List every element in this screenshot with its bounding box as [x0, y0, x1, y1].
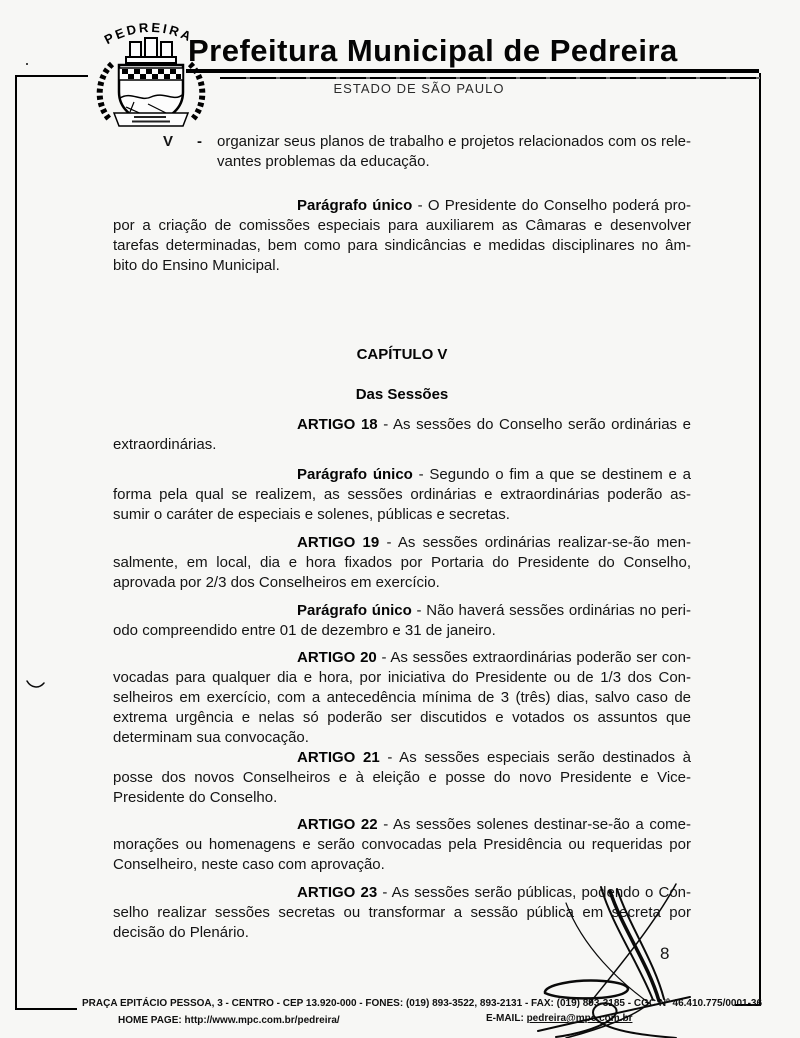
margin-pen-mark — [27, 681, 44, 687]
text-line: determinam sua convocação. — [113, 729, 309, 746]
text-line: selheiros em exercício, com a antecedência mínima de 3 (três) dias, salvo caso de — [113, 689, 691, 706]
text-line: sumir o caráter de especiais e solenes, públicas e secretas. — [113, 506, 510, 523]
paragraph-lead: Parágrafo único — [297, 602, 412, 619]
paragraph-lead: ARTIGO 19 — [297, 534, 380, 551]
document-body — [113, 132, 691, 943]
text-line: bito do Ensino Municipal. — [113, 257, 280, 274]
header-rule — [220, 77, 760, 79]
text-line: Parágrafo único - Segundo o fim a que se destinem e a — [297, 466, 691, 483]
paragraph-lead: Parágrafo único — [297, 466, 413, 483]
paragraph — [113, 648, 691, 748]
paragraph-lead: ARTIGO 21 — [297, 749, 380, 766]
footer-homepage — [118, 1015, 340, 1026]
section-heading: Das Sessões — [355, 386, 449, 403]
page-border-top — [15, 75, 88, 77]
footer-email — [486, 1013, 632, 1024]
text-line: por a criação de comissões especiais para auxiliarem as Câmaras e desenvolver — [113, 217, 691, 234]
text-line: selho realizar sessões secretas ou transformar a sessão pública em secreta por — [113, 904, 691, 921]
paragraph — [113, 533, 691, 593]
paragraph-lead: Parágrafo único — [297, 197, 413, 214]
logo-text: PEDREIRA — [101, 19, 196, 48]
paragraph — [113, 815, 691, 875]
text-line: organizar seus planos de trabalho e projetos relacionados com os rele- — [217, 133, 691, 150]
text-line: extrema urgência e nelas só poderão ser discutidos e votados os assuntos que — [113, 709, 691, 726]
section-heading: CAPÍTULO V — [356, 346, 448, 363]
text-line: Presidente do Conselho. — [113, 789, 278, 806]
page-border-bottom-left — [15, 1008, 77, 1010]
paragraph — [113, 196, 691, 276]
text-line: vocadas para qualquer dia e hora, por iniciativa do Presidente ou de 1/3 dos Con- — [113, 669, 691, 686]
footer-address-line: PRAÇA EPITÁCIO PESSOA, 3 - CENTRO - CEP 13.920-000 - FONES: (019) 893-3522, 893-2131 - FAX: (019) 893-3185 - CGC Nº 46.410.775/0001-36 — [82, 998, 763, 1009]
title-underline — [186, 69, 759, 73]
footer-email-address: pedreira@mpc.com.br — [526, 1013, 633, 1024]
paragraph — [113, 601, 691, 641]
text-line: salmente, em local, dia e hora fixados por Portaria do Presidente do Conselho, — [113, 554, 691, 571]
text-line: ARTIGO 21 - As sessões especiais serão destinados à — [297, 749, 691, 766]
text-line: vantes problemas da educação. — [217, 153, 430, 170]
text-line: posse dos novos Conselheiros e à eleição e posse do novo Presidente e Vice- — [113, 769, 691, 786]
paragraph — [113, 748, 691, 808]
page-subtitle: ESTADO DE SÃO PAULO — [333, 81, 505, 96]
text-line: ARTIGO 19 - As sessões ordinárias realizar-se-ão men- — [297, 534, 691, 551]
footer-homepage-label: HOME PAGE: — [118, 1015, 182, 1026]
text-line: forma pela qual se realizem, as sessões ordinárias e extraordinárias poderão as- — [113, 486, 691, 503]
text-line: aprovada por 2/3 dos Conselheiros em exercício. — [113, 574, 440, 591]
text-line: morações ou homenagens e serão convocadas pela Presidência ou requeridas por — [113, 836, 691, 853]
text-line: ARTIGO 20 - As sessões extraordinárias poderão ser con- — [297, 649, 691, 666]
paragraph-lead: ARTIGO 18 — [297, 416, 378, 433]
list-item — [113, 132, 691, 172]
text-line: ARTIGO 22 - As sessões solenes destinar-se-ão a come- — [297, 816, 691, 833]
text-line: Parágrafo único - O Presidente do Conselho poderá pro- — [297, 197, 691, 214]
footer-homepage-url: http://www.mpc.com.br/pedreira/ — [184, 1015, 340, 1026]
text-line: ARTIGO 18 - As sessões do Conselho serão ordinárias e — [297, 416, 691, 433]
text-line: ARTIGO 23 - As sessões serão públicas, podendo o Con- — [297, 884, 692, 901]
paragraph-lead: ARTIGO 20 — [297, 649, 377, 666]
text-line: tarefas determinadas, bem como para sindicâncias e medidas disciplinares no âm- — [113, 237, 691, 254]
list-item-dash: - — [197, 133, 202, 150]
page-border-left — [15, 75, 17, 1010]
text-line: extraordinárias. — [113, 436, 217, 453]
page-number: 8 — [660, 944, 670, 963]
paragraph — [113, 415, 691, 455]
page-title: Prefeitura Municipal de Pedreira — [188, 33, 678, 68]
text-line: Conselheiro, neste caso com aprovação. — [113, 856, 385, 873]
paragraph-lead: ARTIGO 22 — [297, 816, 378, 833]
paragraph — [113, 883, 691, 943]
text-line: Parágrafo único - Não haverá sessões ordinárias no peri- — [297, 602, 691, 619]
text-line: odo compreendido entre 01 de dezembro e 31 de janeiro. — [113, 622, 496, 639]
paragraph-lead: ARTIGO 23 — [297, 884, 378, 901]
text-line: decisão do Plenário. — [113, 924, 249, 941]
paragraph — [113, 465, 691, 525]
page-border-right — [759, 73, 761, 1006]
list-item-marker: V — [163, 133, 174, 150]
footer-email-label: E-MAIL: — [486, 1013, 524, 1024]
